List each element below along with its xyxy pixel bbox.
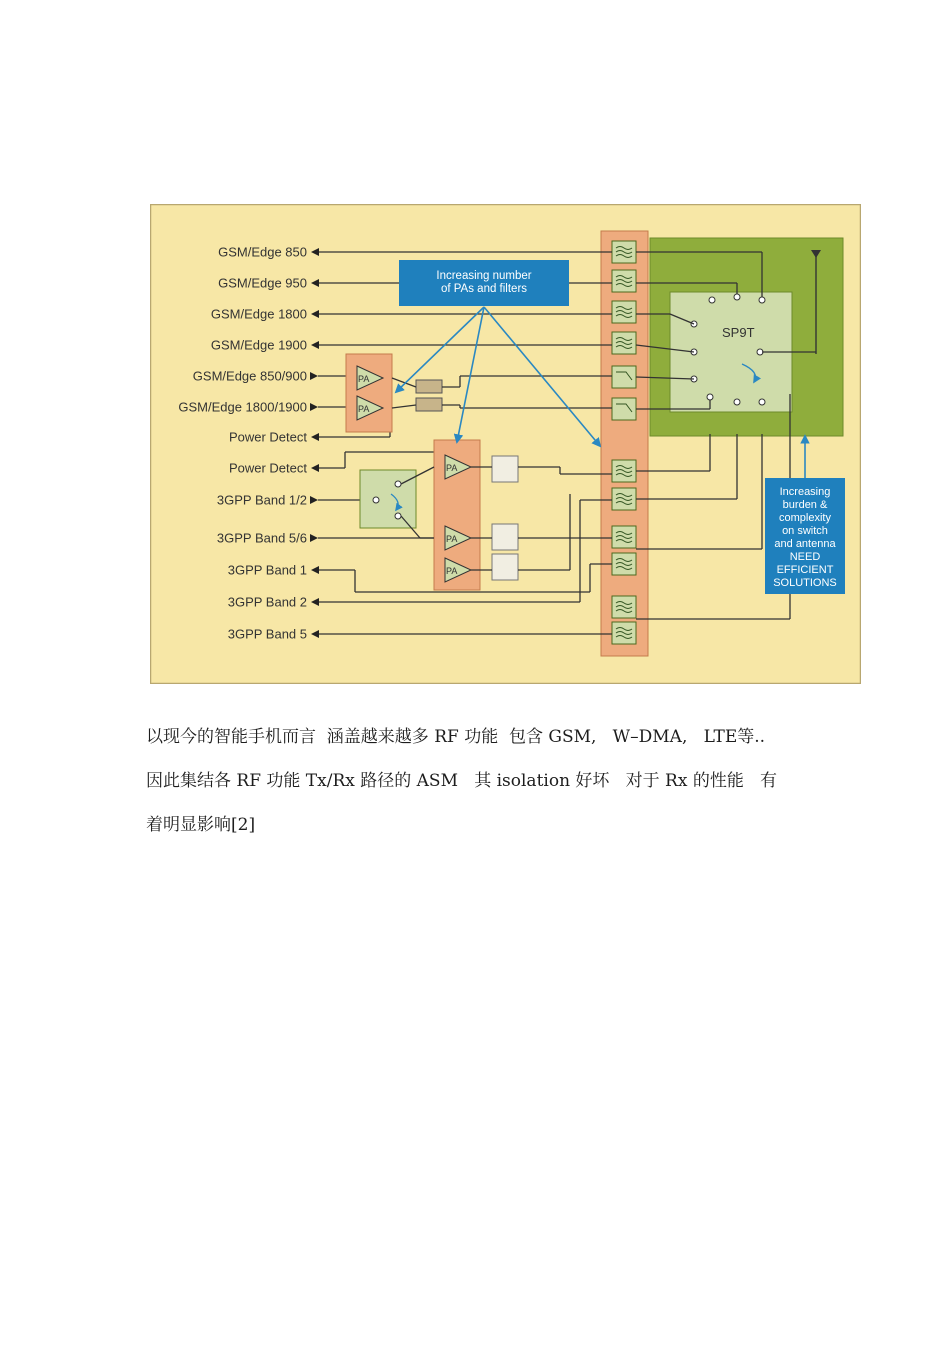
signal-label: GSM/Edge 1900: [210, 337, 307, 353]
signal-label: 3GPP Band 1: [227, 562, 307, 578]
svg-text:PA: PA: [446, 534, 458, 544]
signal-label: GSM/Edge 850/900: [192, 368, 307, 384]
svg-text:complexity: complexity: [779, 512, 831, 524]
svg-text:PA: PA: [446, 463, 458, 473]
signal-label: GSM/Edge 950: [218, 275, 307, 291]
rf-front-end-diagram: [150, 204, 861, 684]
svg-text:EFFICIENT: EFFICIENT: [776, 564, 834, 576]
signal-label: 3GPP Band 5/6: [216, 530, 307, 546]
signal-label: 3GPP Band 1/2: [216, 492, 307, 508]
signal-label: 3GPP Band 2: [227, 594, 307, 610]
band-switch: [360, 470, 416, 528]
signal-label: Power Detect: [228, 429, 307, 445]
sp9t-label: SP9T: [722, 325, 755, 340]
svg-text:PA: PA: [358, 374, 370, 384]
callout-top-line1: Increasing number: [436, 270, 532, 282]
filter-bank: [601, 231, 648, 656]
svg-text:NEED: NEED: [789, 551, 821, 563]
signal-label: GSM/Edge 1800: [210, 306, 307, 322]
svg-text:PA: PA: [358, 404, 370, 414]
signal-label: Power Detect: [228, 460, 307, 476]
callout-top-line2: of PAs and filters: [440, 283, 528, 295]
svg-text:Increasing: Increasing: [779, 486, 831, 498]
gsm-pa-module: [346, 354, 392, 432]
signal-label: GSM/Edge 1800/1900: [178, 399, 307, 415]
svg-text:on switch: on switch: [782, 525, 828, 537]
svg-text:PA: PA: [446, 566, 458, 576]
signal-label: GSM/Edge 850: [218, 244, 307, 260]
body-line-2: 因此集结各 RF 功能 Tx/Rx 路径的 ASM 其 isolation 好坏 对于 Rx 的性能 有: [146, 771, 778, 791]
body-line-1: 以现今的智能手机而言 涵盖越来越多 RF 功能 包含 GSM, W–DMA, LTE等..: [146, 727, 766, 747]
svg-text:burden &: burden &: [782, 499, 828, 511]
svg-text:SOLUTIONS: SOLUTIONS: [773, 577, 837, 589]
body-line-3: 着明显影响[2]: [146, 815, 256, 835]
signal-label: 3GPP Band 5: [227, 626, 307, 642]
svg-text:and antenna: and antenna: [774, 538, 836, 550]
